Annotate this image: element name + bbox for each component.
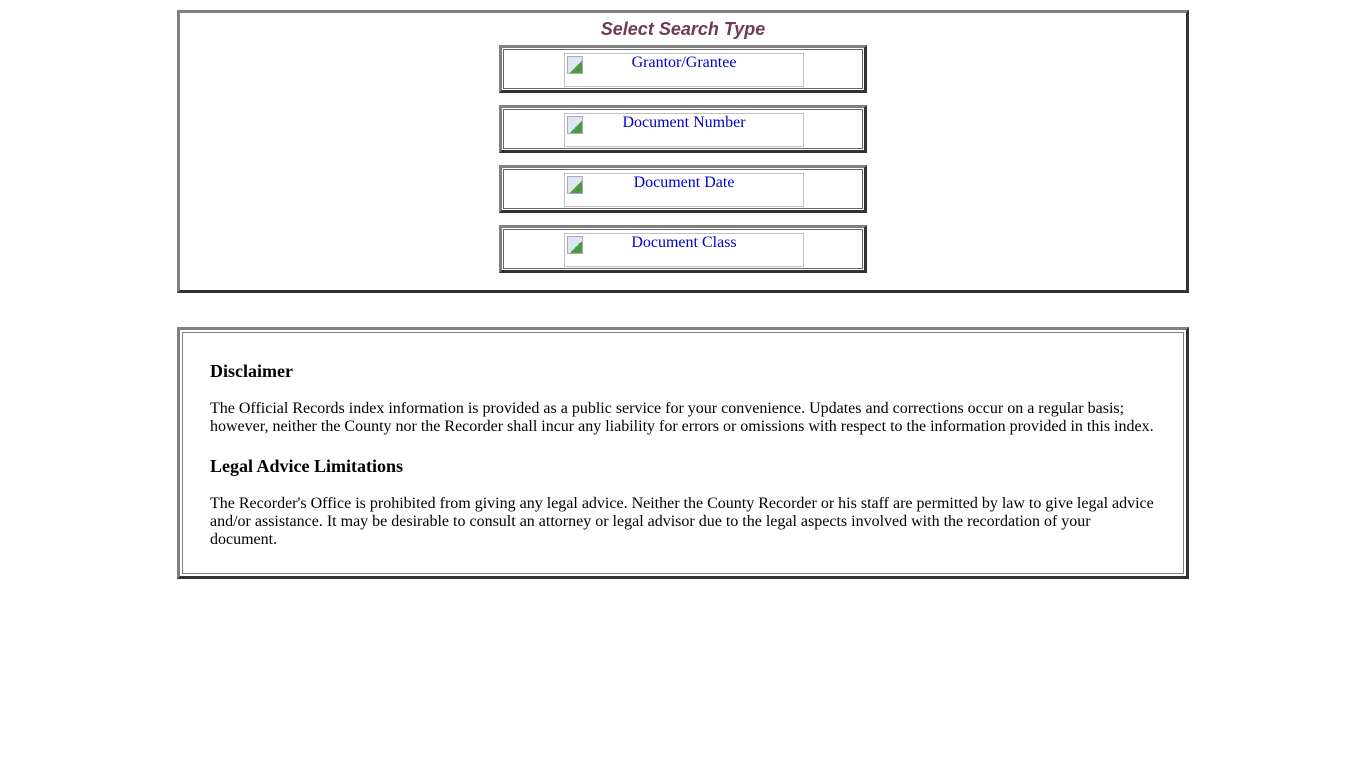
broken-image-icon — [567, 116, 583, 134]
grantor-grantee-box — [499, 45, 867, 93]
button-label: Document Number — [622, 114, 746, 131]
broken-image-icon — [567, 236, 583, 254]
document-class-box — [499, 225, 867, 273]
button-label: Grantor/Grantee — [631, 54, 737, 71]
grantor-grantee-button[interactable] — [564, 53, 804, 87]
legal-heading: Legal Advice Limitations — [210, 456, 403, 476]
broken-image-icon — [567, 56, 583, 74]
legal-text: The Recorder's Office is prohibited from giving any legal advice. Neither the County Recorder or his staff are permitted by law to give legal advice and/or assistance. It may be desirable to consult an attorney or legal advisor due to the legal aspects involved with the recordation of your document. — [210, 495, 1154, 548]
button-label: Document Date — [633, 174, 735, 191]
search-type-panel — [177, 10, 1189, 293]
disclaimer-panel — [177, 327, 1189, 579]
document-date-box — [499, 165, 867, 213]
button-label: Document Class — [631, 234, 737, 251]
disclaimer-text: The Official Records index information is provided as a public service for your convenience. Updates and corrections occur on a regular basis; however, neither the County nor the Recorder shall incur any liability for errors or omissions with respect to the information provided in this index. — [210, 400, 1154, 435]
document-date-button[interactable] — [564, 173, 804, 207]
document-number-button[interactable] — [564, 113, 804, 147]
document-class-button[interactable] — [564, 233, 804, 267]
document-number-box — [499, 105, 867, 153]
panel-title: Select Search Type — [600, 19, 766, 39]
disclaimer-heading: Disclaimer — [210, 361, 293, 381]
broken-image-icon — [567, 176, 583, 194]
